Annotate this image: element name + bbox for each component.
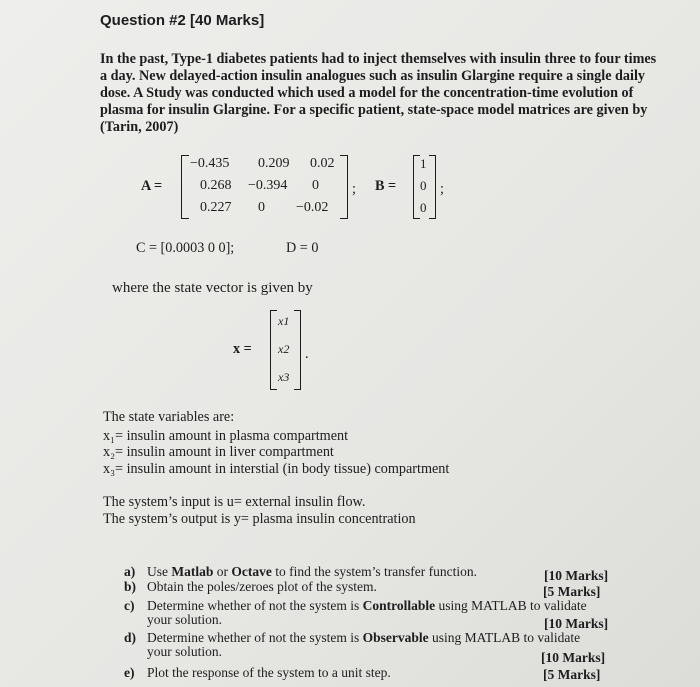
state-var-desc: = insulin amount in plasma compartment bbox=[115, 428, 349, 444]
question-marks: [10 Marks] bbox=[541, 650, 606, 665]
state-var-symbol: x₁ bbox=[103, 428, 116, 444]
question-d-continuation: your solution. bbox=[147, 644, 223, 659]
question-label: b) bbox=[124, 579, 137, 594]
intro-paragraph: In the past, Type-1 diabetes patients had to inject themselves with insulin three to four times a day. New delayed-action insulin analogues such as insulin Glargine require a single daily dose. A Study was conducted which used a model for the concentration-time evolution of plasma for insulin Glargine. For a specific patient, state-space model matrices are given by (Tarin, 2007) bbox=[100, 51, 657, 135]
question-bold: Matlab bbox=[171, 564, 214, 579]
state-var-symbol: x₃ bbox=[103, 461, 116, 477]
matrix-b-cell: 1 bbox=[420, 156, 427, 171]
state-var-symbol: x₂ bbox=[103, 444, 116, 460]
question-text: to find the system’s transfer function. bbox=[271, 564, 477, 579]
question-label: a) bbox=[124, 564, 136, 579]
question-marks: [10 Marks] bbox=[544, 616, 609, 631]
question-marks: [10 Marks] bbox=[544, 568, 609, 583]
state-vector-right-bracket bbox=[294, 310, 301, 390]
question-label: c) bbox=[124, 598, 135, 613]
state-var-row bbox=[103, 428, 348, 444]
matrix-a-cell: −0.394 bbox=[248, 178, 288, 193]
matrix-b-right-bracket bbox=[429, 155, 436, 219]
question-bold: Observable bbox=[362, 630, 429, 645]
question-text: using MATLAB to validate bbox=[428, 630, 581, 645]
question-text: Determine whether of not the system is bbox=[147, 598, 363, 613]
state-var-row bbox=[103, 444, 334, 460]
state-var-desc: = insulin amount in liver compartment bbox=[115, 444, 334, 460]
question-text: Use bbox=[147, 564, 172, 579]
state-vector-cell: x3 bbox=[278, 370, 290, 384]
question-title: Question #2 [40 Marks] bbox=[100, 12, 265, 29]
matrix-b-left-bracket bbox=[413, 155, 420, 219]
state-vector-left-bracket bbox=[270, 310, 277, 390]
state-var-desc: = insulin amount in interstial (in body tissue) compartment bbox=[115, 461, 450, 477]
question-text: or bbox=[213, 564, 232, 579]
matrix-a-cell: 0.209 bbox=[258, 156, 290, 171]
state-vector-period: . bbox=[305, 346, 309, 362]
matrix-a-cell: −0.02 bbox=[296, 200, 329, 215]
matrix-c: C = [0.0003 0 0]; bbox=[136, 240, 235, 256]
question-b-text: Obtain the poles/zeroes plot of the system. bbox=[147, 579, 377, 594]
state-var-row bbox=[103, 461, 449, 477]
matrix-a-cell: 0 bbox=[258, 200, 265, 215]
question-label: d) bbox=[124, 630, 137, 645]
state-vector-label: x = bbox=[233, 341, 252, 357]
question-text: using MATLAB to validate bbox=[435, 598, 587, 613]
state-vector-cell: x2 bbox=[278, 342, 290, 356]
question-text: Determine whether of not the system is bbox=[147, 630, 363, 645]
matrix-a-cell: −0.435 bbox=[190, 156, 230, 171]
question-a-text bbox=[147, 564, 477, 579]
question-d-text bbox=[147, 630, 580, 645]
matrix-a-left-bracket bbox=[181, 155, 189, 219]
matrix-a-right-bracket bbox=[340, 155, 348, 219]
question-e-text: Plot the response of the system to a unit step. bbox=[147, 665, 391, 680]
question-marks: [5 Marks] bbox=[543, 667, 601, 682]
question-c-continuation: your solution. bbox=[147, 612, 223, 627]
matrix-d: D = 0 bbox=[286, 240, 319, 256]
question-bold: Octave bbox=[231, 564, 272, 579]
state-heading: The state variables are: bbox=[103, 409, 235, 425]
system-input: The system’s input is u= external insulin flow. bbox=[103, 494, 366, 510]
question-c-text bbox=[147, 598, 587, 613]
matrix-a-cell: 0.268 bbox=[200, 178, 232, 193]
matrix-a-cell: 0 bbox=[312, 178, 319, 193]
matrix-b-cell: 0 bbox=[420, 200, 427, 215]
matrix-b-label: B = bbox=[375, 178, 397, 194]
matrix-a-cell: 0.02 bbox=[310, 156, 335, 171]
matrix-a-label: A = bbox=[141, 178, 163, 194]
state-vector-cell: x1 bbox=[278, 314, 290, 328]
matrix-b-cell: 0 bbox=[420, 178, 427, 193]
matrix-a-cell: 0.227 bbox=[200, 200, 232, 215]
matrix-separator: ; bbox=[440, 181, 444, 197]
question-marks: [5 Marks] bbox=[543, 584, 601, 599]
system-output: The system’s output is y= plasma insulin concentration bbox=[103, 511, 416, 527]
matrix-separator: ; bbox=[352, 181, 356, 197]
question-bold: Controllable bbox=[362, 598, 436, 613]
question-label: e) bbox=[124, 665, 135, 680]
state-vector-intro: where the state vector is given by bbox=[112, 280, 313, 296]
